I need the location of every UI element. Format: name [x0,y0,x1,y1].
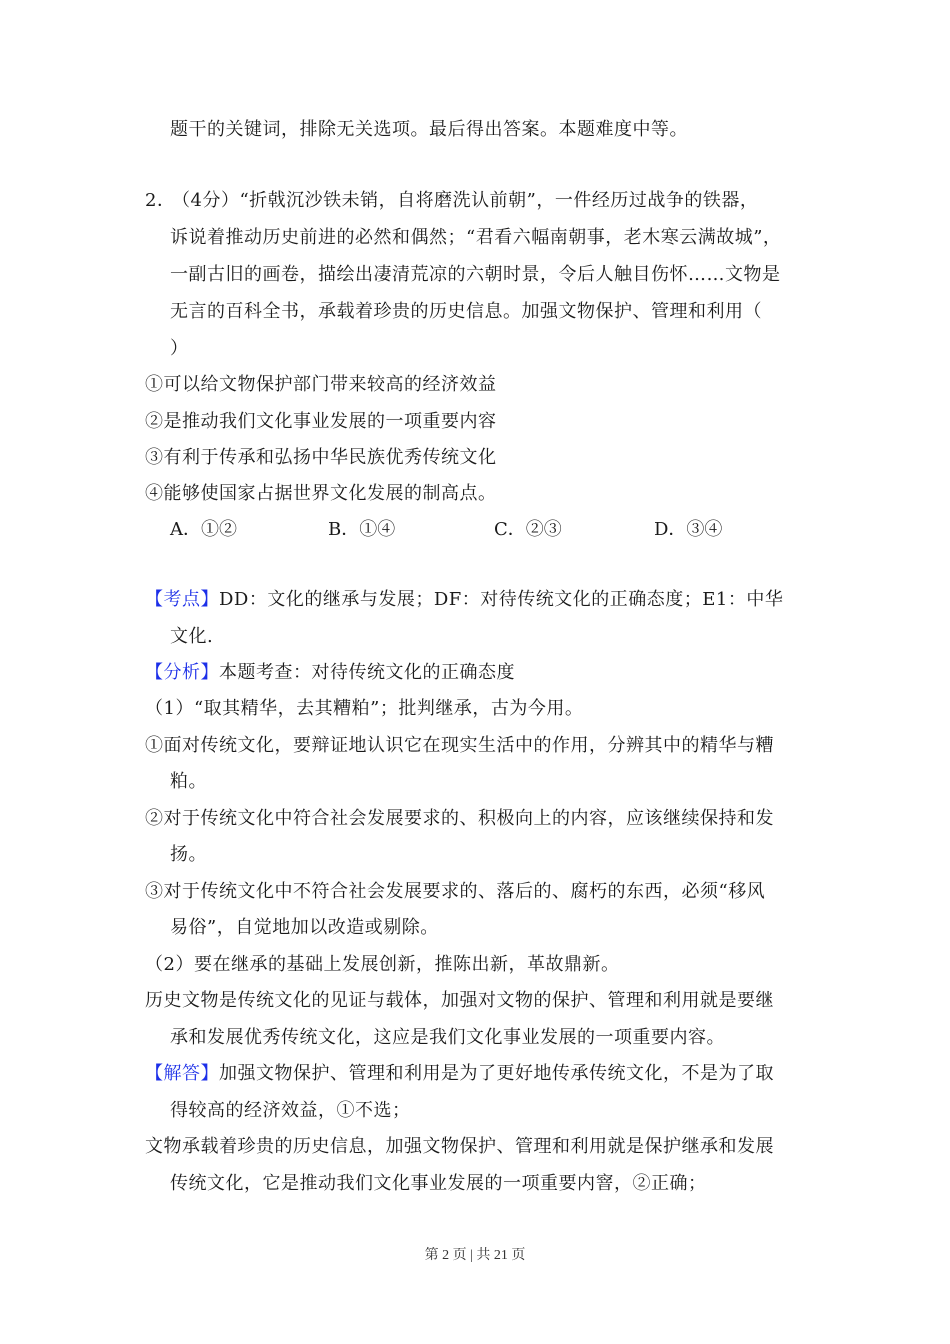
jieda-label: 【解答】 [145,1063,219,1084]
jieda-line: 得较高的经济效益，①不选； [170,1100,411,1121]
statement-3: ③有利于传承和弘扬中华民族优秀传统文化 [145,447,497,468]
kaodian-section [145,588,783,612]
fenxi-line: 承和发展优秀传统文化，这应是我们文化事业发展的一项重要内容。 [170,1027,725,1048]
option-d: D．③④ [654,519,723,540]
jieda-line: 传统文化，它是推动我们文化事业发展的一项重要内窨，②正确； [170,1173,707,1194]
question-stem-line: 一副古旧的画卷，描绘出凄清荒凉的六朝时景，令后人触目伤怀……文物是 [170,264,781,285]
option-a: A．①② [170,519,237,540]
kaodian-label: 【考点】 [145,589,219,610]
jieda-line: 文物承载着珍贵的历史信息，加强文物保护、管理和利用就是保护继承和发展 [145,1136,774,1157]
previous-answer-tail: 题干的关键词，排除无关选项。最后得出答案。本题难度中等。 [170,119,688,140]
jieda-section [145,1062,774,1086]
option-c: C．②③ [494,519,562,540]
fenxi-line: 历史文物是传统文化的见证与载体，加强对文物的保护、管理和利用就是要继 [145,990,774,1011]
question-stem-line: 诉说着推动历史前进的必然和偶然；“君看六幅南朝事，老木寒云满故城”， [170,227,782,248]
question-stem-line: ） [170,338,189,359]
question-number: 2． [145,190,176,211]
fenxi-line: 扬。 [170,844,207,865]
question-stem-line: （4分）“折戟沉沙铁未销，自将磨洗认前朝”，一件经历过战争的铁器， [172,190,759,211]
fenxi-line: ①面对传统文化，要辩证地认识它在现实生活中的作用，分辨其中的精华与糟 [145,735,774,756]
kaodian-text: DD：文化的继承与发展；DF：对待传统文化的正确态度；E1：中华 [219,589,784,610]
statement-2: ②是推动我们文化事业发展的一项重要内容 [145,411,497,432]
option-b: B．①④ [328,519,396,540]
fenxi-line: ③对于传统文化中不符合社会发展要求的、落后的、腐朽的东西，必须“移风 [145,881,766,902]
page-footer: 第 2 页 | 共 21 页 [424,1248,526,1263]
fenxi-intro: 本题考查：对待传统文化的正确态度 [219,662,515,683]
fenxi-line: （1）“取其精华，去其糟粕”；批判继承，古为今用。 [145,698,584,719]
fenxi-line: 易俗”，自觉地加以改造或剔除。 [170,917,439,938]
fenxi-line: （2）要在继承的基础上发展创新，推陈出新，革故鼎新。 [145,954,620,975]
statement-1: ①可以给文物保护部门带来较高的经济效益 [145,374,497,395]
fenxi-label: 【分析】 [145,662,219,683]
fenxi-section [145,661,515,685]
question-stem-line: 无言的百科全书，承载着珍贵的历史信息。加强文物保护、管理和利用（ [170,301,762,322]
fenxi-line: 粕。 [170,771,207,792]
jieda-text: 加强文物保护、管理和利用是为了更好地传承传统文化，不是为了取 [219,1063,774,1084]
fenxi-line: ②对于传统文化中符合社会发展要求的、积极向上的内容，应该继续保持和发 [145,808,774,829]
kaodian-text-cont: 文化. [170,626,214,647]
statement-4: ④能够使国家占据世界文化发展的制高点。 [145,483,497,504]
